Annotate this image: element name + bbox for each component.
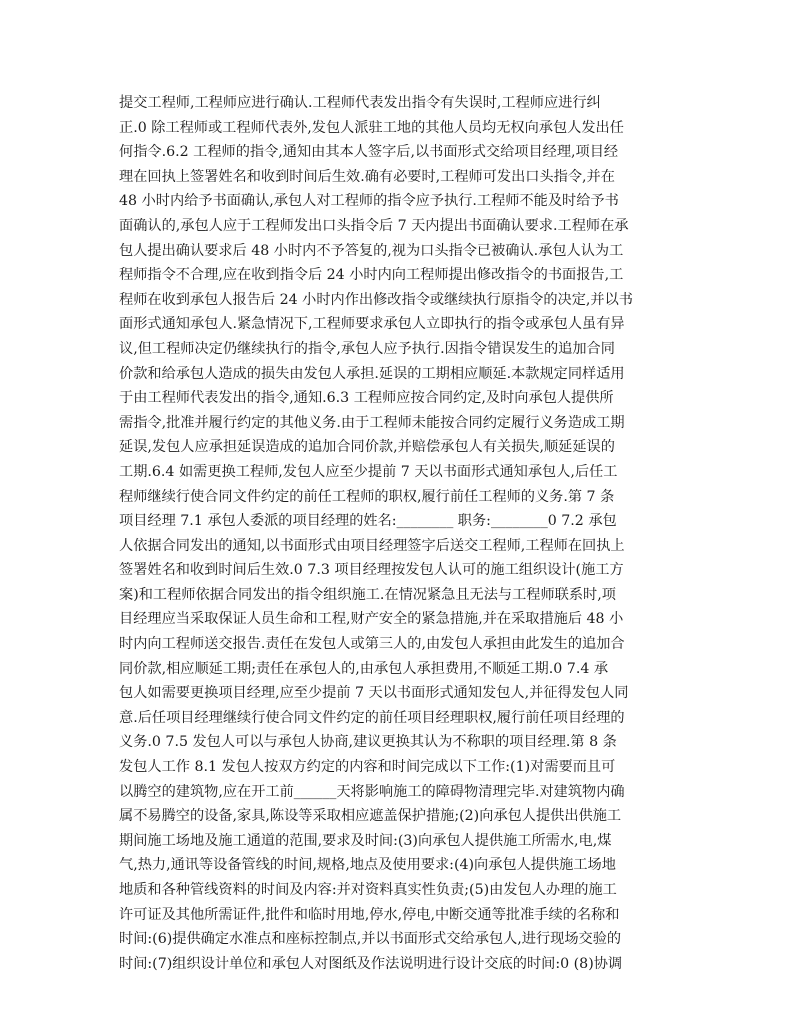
text-line: 地质和各种管线资料的时间及内容:并对资料真实性负责;(5)由发包人办理的施工 — [119, 882, 617, 898]
text-line: 程师继续行使合同文件约定的前任工程师的职权,履行前任工程师的义务.第 7 条 — [119, 488, 615, 505]
text-line: 正.0 除工程师或工程师代表外,发包人派驻工地的其他人员均无权向承包人发出任 — [119, 119, 624, 136]
text-line: 延误,发包人应承担延误造成的追加合同价款,并赔偿承包人有关损失,顺延延误的 — [119, 439, 615, 456]
text-line: 于由工程师代表发出的指令,通知.6.3 工程师应按合同约定,及时向承包人提供所 — [119, 390, 614, 407]
text-line: 气,热力,通讯等设备管线的时间,规格,地点及使用要求:(4)向承包人提供施工场地 — [119, 857, 616, 874]
text-line: 人依据合同发出的通知,以书面形式由项目经理签字后送交工程师,工程师在回执上 — [119, 537, 625, 554]
text-line: 价款和给承包人造成的损失由发包人承担.延误的工期相应顺延.本款规定同样适用 — [119, 365, 625, 382]
text-line: 目经理应当采取保证人员生命和工程,财产安全的紧急措施,并在采取措施后 48 小 — [119, 611, 624, 628]
text-line: 案)和工程师依据合同发出的指令组织施工.在情况紧急且无法与工程师联系时,项 — [119, 586, 616, 603]
text-line: 议,但工程师决定仍继续执行的指令,承包人应予执行.因指令错误发生的追加合同 — [119, 340, 615, 357]
text-line: 程师指令不合理,应在收到指令后 24 小时内向工程师提出修改指令的书面报告,工 — [119, 267, 624, 284]
text-line: 时间:(7)组织设计单位和承包人对图纸及作法说明进行设计交底的时间:0 (8)协调 — [119, 955, 623, 972]
contract-body-text — [119, 91, 689, 976]
text-line: 义务.0 7.5 发包人可以与承包人协商,建议更换其认为不称职的项目经理.第 8 条 — [119, 734, 617, 751]
text-line: 时间:(6)提供确定水准点和座标控制点,并以书面形式交给承包人,进行现场交验的 — [119, 931, 622, 948]
text-line: 需指令,批准并履行约定的其他义务.由于工程师未能按合同约定履行义务造成工期 — [119, 414, 625, 431]
text-line: 以腾空的建筑物,应在开工前______天将影响施工的障碍物清理完毕.对建筑物内确 — [119, 783, 625, 800]
text-line: 期间施工场地及施工通道的范围,要求及时间:(3)向承包人提供施工所需水,电,煤 — [119, 832, 612, 849]
text-line: 签署姓名和收到时间后生效.0 7.3 项目经理按发包人认可的施工组织设计(施工方 — [119, 562, 624, 579]
text-line: 同价款,相应顺延工期;责任在承包人的,由承包人承担费用,不顺延工期.0 7.4 承 — [119, 660, 609, 677]
text-line: 48 小时内给予书面确认,承包人对工程师的指令应予执行.工程师不能及时给予书 — [119, 193, 619, 210]
text-line: 程师在收到承包人报告后 24 小时内作出修改指令或继续执行原指令的决定,并以书 — [119, 291, 633, 308]
text-line: 何指令.6.2 工程师的指令,通知由其本人签字后,以书面形式交给项目经理,项目经 — [119, 144, 619, 161]
text-line: 许可证及其他所需证件,批件和临时用地,停水,停电,中断交通等批准手续的名称和 — [119, 906, 620, 923]
text-line: 发包人工作 8.1 发包人按双方约定的内容和时间完成以下工作:(1)对需要而且可 — [119, 759, 616, 776]
text-line: 包人提出确认要求后 48 小时内不予答复的,视为口头指令已被确认.承包人认为工 — [119, 242, 624, 259]
text-line: 面形式通知承包人.紧急情况下,工程师要求承包人立即执行的指令或承包人虽有异 — [119, 316, 625, 333]
text-line: 意.后任项目经理继续行使合同文件约定的前任项目经理职权,履行前任项目经理的 — [119, 709, 625, 726]
text-line: 提交工程师,工程师应进行确认.工程师代表发出指令有失误时,工程师应进行纠 — [119, 95, 601, 111]
text-line: 属不易腾空的设备,家具,陈设等采取相应遮盖保护措施;(2)向承包人提供出供施工 — [119, 808, 622, 825]
text-line: 时内向工程师送交报告.责任在发包人或第三人的,由发包人承担由此发生的追加合 — [119, 636, 625, 653]
text-line: 包人如需要更换项目经理,应至少提前 7 天以书面形式通知发包人,并征得发包人同 — [119, 685, 629, 702]
text-line: 项目经理 7.1 承包人委派的项目经理的姓名:________ 职务:________0 7.2 承包 — [119, 513, 617, 530]
text-line: 理在回执上签署姓名和收到时间后生效.确有必要时,工程师可发出口头指令,并在 — [119, 168, 615, 185]
text-line: 面确认的,承包人应于工程师发出口头指令后 7 天内提出书面确认要求.工程师在承 — [119, 217, 629, 234]
text-line: 工期.6.4 如需更换工程师,发包人应至少提前 7 天以书面形式通知承包人,后任工 — [119, 463, 618, 480]
